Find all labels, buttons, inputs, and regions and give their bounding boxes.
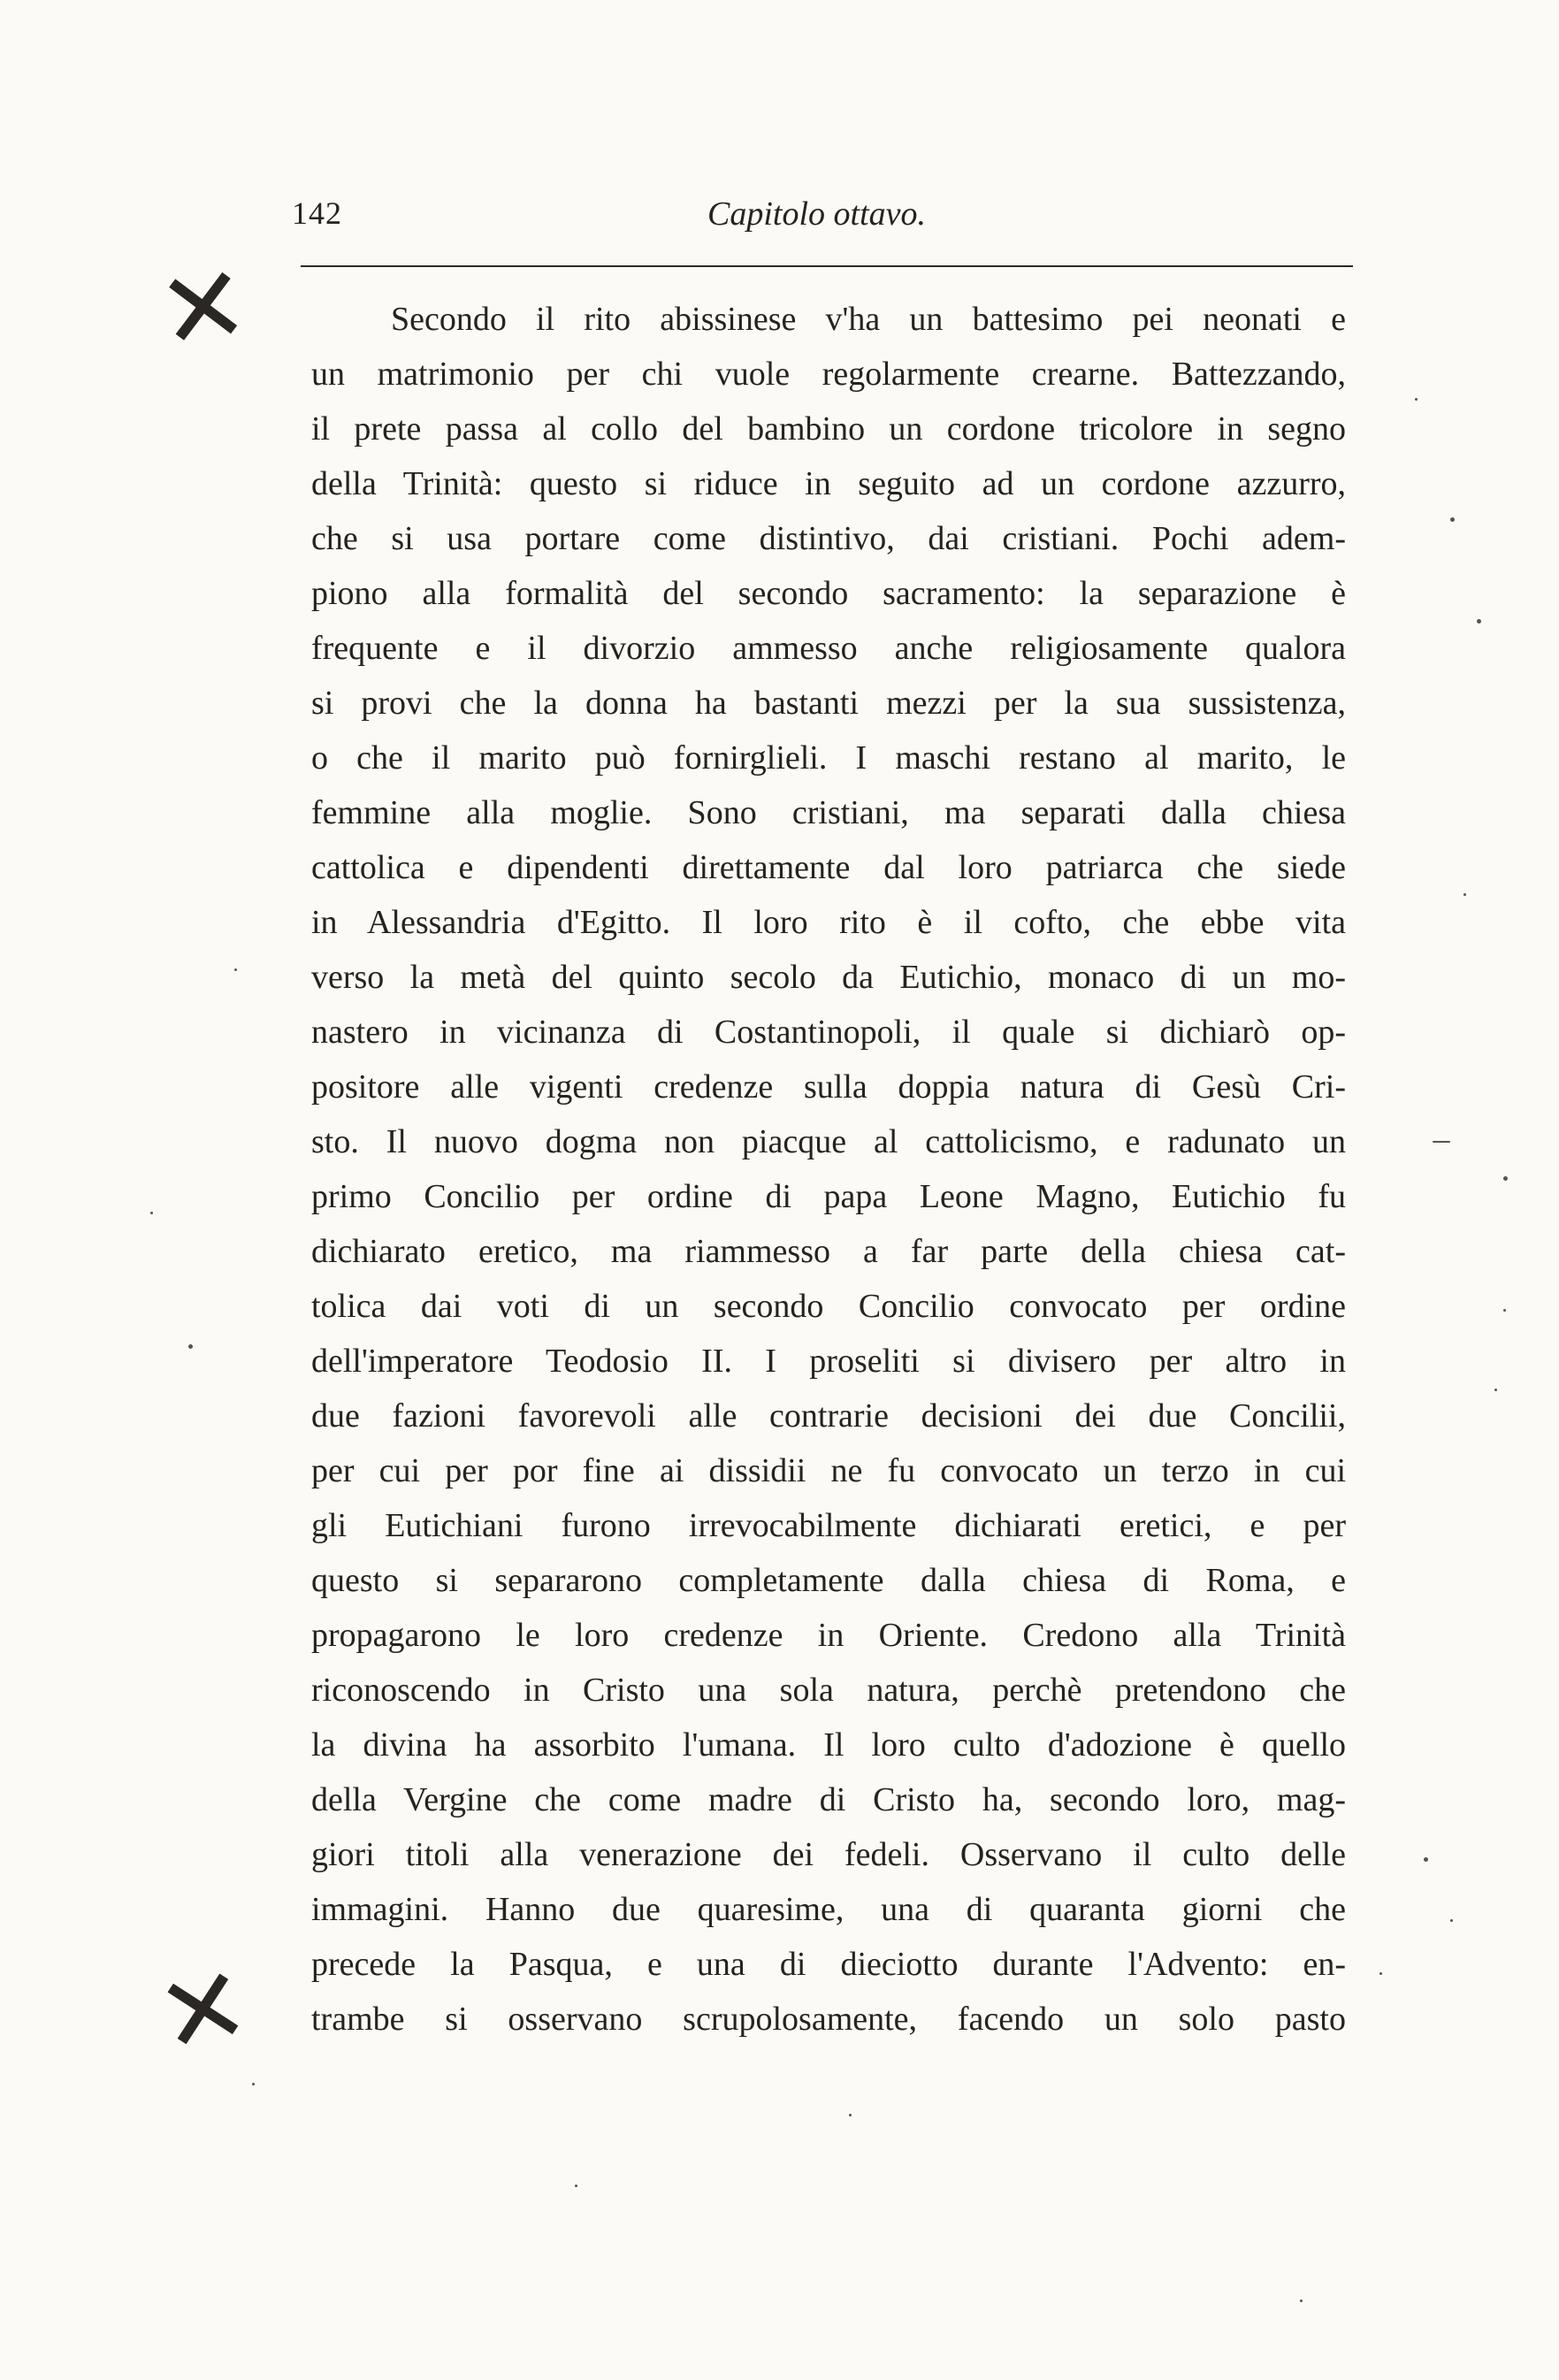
scan-speck bbox=[1450, 1919, 1453, 1922]
text-line: sto. Il nuovo dogma non piacque al cattolicismo, e radunato un bbox=[311, 1123, 1346, 1160]
text-line: Secondo il rito abissinese v'ha un battesimo pei neonati e bbox=[391, 301, 1346, 338]
text-line: o che il marito può fornirglieli. I maschi restano al marito, le bbox=[311, 739, 1346, 777]
text-line: gli Eutichiani furono irrevocabilmente dichiarati eretici, e per bbox=[311, 1507, 1346, 1544]
text-line: un matrimonio per chi vuole regolarmente crearne. Battezzando, bbox=[311, 356, 1346, 393]
text-line: della Trinità: questo si riduce in seguito ad un cordone azzurro, bbox=[311, 465, 1346, 502]
text-line: questo si separarono completamente dalla chiesa di Roma, e bbox=[311, 1562, 1346, 1599]
text-line: della Vergine che come madre di Cristo ha, secondo loro, mag- bbox=[311, 1781, 1346, 1818]
scan-speck bbox=[188, 1344, 193, 1349]
text-line: nastero in vicinanza di Costantinopoli, il quale si dichiarò op- bbox=[311, 1014, 1346, 1051]
text-line: trambe si osservano scrupolosamente, facendo un solo pasto bbox=[311, 2001, 1346, 2038]
body-text bbox=[311, 292, 1346, 2047]
text-line: verso la metà del quinto secolo da Eutichio, monaco di un mo- bbox=[311, 959, 1346, 996]
scan-speck bbox=[150, 1212, 153, 1214]
text-line: piono alla formalità del secondo sacramento: la separazione è bbox=[311, 575, 1346, 612]
margin-cross-mark-bottom: ✕ bbox=[147, 1942, 260, 2081]
text-line: la divina ha assorbito l'umana. Il loro culto d'adozione è quello bbox=[311, 1726, 1346, 1764]
scan-speck bbox=[575, 2185, 577, 2187]
scan-speck bbox=[1379, 1972, 1382, 1975]
text-line: primo Concilio per ordine di papa Leone Magno, Eutichio fu bbox=[311, 1178, 1346, 1215]
scan-speck bbox=[252, 2083, 255, 2085]
text-line: giori titoli alla venerazione dei fedeli. Osservano il culto delle bbox=[311, 1836, 1346, 1873]
page-header bbox=[292, 195, 1353, 248]
scan-speck bbox=[849, 2114, 852, 2116]
text-line: propagarono le loro credenze in Oriente. Credono alla Trinità bbox=[311, 1617, 1346, 1654]
text-line: dell'imperatore Teodosio II. I proseliti si divisero per altro in bbox=[311, 1343, 1346, 1380]
text-line: positore alle vigenti credenze sulla doppia natura di Gesù Cri- bbox=[311, 1068, 1346, 1106]
scan-speck bbox=[1433, 1141, 1450, 1143]
text-line: il prete passa al collo del bambino un cordone tricolore in segno bbox=[311, 410, 1346, 448]
text-line: dichiarato eretico, ma riammesso a far parte della chiesa cat- bbox=[311, 1233, 1346, 1270]
margin-cross-mark-top: ✕ bbox=[150, 241, 256, 377]
text-line: femmine alla moglie. Sono cristiani, ma separati dalla chiesa bbox=[311, 794, 1346, 831]
running-title: Capitolo ottavo. bbox=[707, 195, 926, 233]
scan-speck bbox=[1503, 1309, 1506, 1312]
scan-speck bbox=[1463, 893, 1466, 896]
page-number: 142 bbox=[292, 195, 342, 231]
scan-speck bbox=[1494, 1389, 1497, 1391]
scan-speck bbox=[1477, 619, 1481, 624]
header-rule bbox=[301, 265, 1353, 267]
text-line: cattolica e dipendenti direttamente dal loro patriarca che siede bbox=[311, 849, 1346, 886]
text-line: immagini. Hanno due quaresime, una di quaranta giorni che bbox=[311, 1891, 1346, 1928]
text-line: per cui per por fine ai dissidii ne fu convocato un terzo in cui bbox=[311, 1452, 1346, 1489]
scan-speck bbox=[1450, 517, 1455, 522]
scan-speck bbox=[1424, 1857, 1428, 1862]
text-line: che si usa portare come distintivo, dai cristiani. Pochi adem- bbox=[311, 520, 1346, 557]
text-line: tolica dai voti di un secondo Concilio convocato per ordine bbox=[311, 1288, 1346, 1325]
text-line: riconoscendo in Cristo una sola natura, perchè pretendono che bbox=[311, 1672, 1346, 1709]
text-line: in Alessandria d'Egitto. Il loro rito è il cofto, che ebbe vita bbox=[311, 904, 1346, 941]
text-line: si provi che la donna ha bastanti mezzi per la sua sussistenza, bbox=[311, 685, 1346, 722]
scan-speck bbox=[1415, 398, 1418, 401]
scan-speck bbox=[1300, 2300, 1303, 2302]
scan-speck bbox=[1503, 1176, 1508, 1181]
scan-speck bbox=[234, 968, 237, 971]
text-line: due fazioni favorevoli alle contrarie decisioni dei due Concilii, bbox=[311, 1397, 1346, 1435]
text-line: frequente e il divorzio ammesso anche religiosamente qualora bbox=[311, 630, 1346, 667]
text-line: precede la Pasqua, e una di dieciotto durante l'Advento: en- bbox=[311, 1946, 1346, 1983]
